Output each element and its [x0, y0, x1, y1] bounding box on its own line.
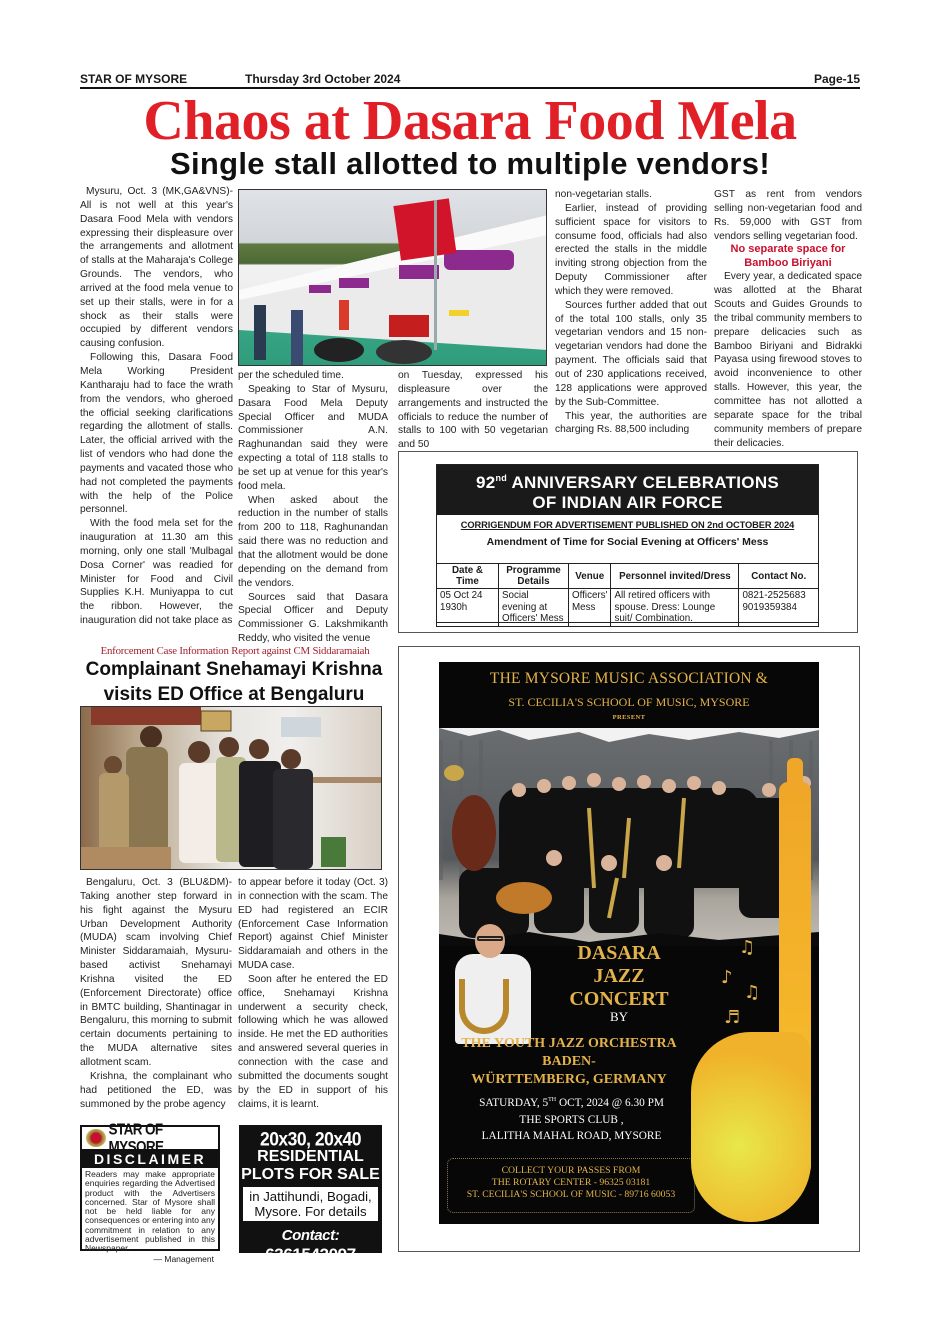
orchestra-line: WÜRTTEMBERG, GERMANY	[471, 1072, 667, 1087]
masthead	[80, 71, 860, 89]
article2-kicker: Enforcement Case Information Report against CM Siddaramaiah	[100, 645, 370, 657]
iaf-ad-title	[437, 465, 818, 515]
date-time-text: OCT, 2024 @ 6.30 PM	[556, 1097, 664, 1109]
paragraph: This year, the authorities are charging Rs. 88,500 including	[555, 410, 707, 436]
iaf-title-line1: ANNIVERSARY CELEBRATIONS	[507, 473, 780, 492]
disclaimer-header	[82, 1120, 218, 1156]
star-of-mysore-logo-icon	[86, 1129, 106, 1147]
iaf-title-ordinal: nd	[495, 473, 508, 483]
food-mela-photo	[238, 189, 547, 366]
plots-contact	[241, 1225, 380, 1265]
table-header: Date & Time	[437, 564, 499, 589]
jazz-poster	[439, 662, 819, 1224]
article2-headline: Complainant Snehamayi Krishna visits ED Office at Bengaluru	[85, 659, 383, 705]
paragraph: Mysuru, Oct. 3 (MK,GA&VNS)- All is not well at this year's Dasara Food Mela with vendors expressing their displeasure over the arrangements and allotment of stalls at the Maharaja's College Grounds. The vendors, who arrived at the food mela venue to set up their stalls, were in for a shock as their stalls were occupied by different vendors causing confusion.	[80, 186, 233, 350]
plots-location: in Jattihundi, Bogadi, Mysore. For details	[243, 1187, 378, 1221]
disclaimer-signature: — Management	[153, 1253, 214, 1264]
iaf-title-line2: OF INDIAN AIR FORCE	[532, 493, 723, 512]
plots-for-sale-ad	[239, 1125, 382, 1264]
iaf-corrigendum: CORRIGENDUM FOR ADVERTISEMENT PUBLISHED ON 2nd OCTOBER 2024	[460, 520, 795, 530]
concert-title-line: JAZZ	[593, 965, 645, 987]
passes-line: THE ROTARY CENTER - 96325 03181	[491, 1177, 651, 1188]
date-text: SATURDAY, 5	[479, 1097, 549, 1109]
section-subheading: No separate space for Bamboo Biriyani	[730, 243, 846, 269]
passes-info	[447, 1158, 695, 1213]
passes-line: ST. CECILIA'S SCHOOL OF MUSIC - 89716 60053	[466, 1189, 676, 1200]
article1-headline: Chaos at Dasara Food Mela	[143, 90, 797, 152]
paragraph: on Tuesday, expressed his displeasure over the arrangements and instructed the officials to reduce the number of stalls to 100 with 50 vegetarian and 50	[398, 370, 548, 451]
disclaimer-label: DISCLAIMER	[82, 1151, 218, 1168]
table-header: Programme Details	[499, 564, 569, 589]
article1-column-3	[398, 369, 548, 452]
plots-type: RESIDENTIAL	[257, 1148, 364, 1165]
paragraph: Following this, Dasara Food Mela Working President Kantharaju had to face the wrath from the vendors, who gheroed the official seeking clarifications regarding the allotment of stalls. Later, the official arrived with the list of vendors who had done the payments and vacated those who had not completed the payments with the help of the Police personnel.	[80, 352, 233, 516]
venue-line-1: THE SPORTS CLUB ,	[519, 1113, 624, 1126]
plots-sale: PLOTS FOR SALE	[241, 1166, 380, 1183]
by-label: BY	[609, 1009, 629, 1024]
plots-ad-title	[241, 1127, 380, 1184]
concert-schedule	[439, 1092, 704, 1145]
table-header: Contact No.	[739, 564, 819, 589]
page-number: Page-15	[813, 72, 860, 86]
disclaimer-text: Readers may make appropriate enquiries regarding the Advertised product with the Advertisers concerned. Star of Mysore shall not be held liable for any consequences or entering into any commitment in relation to any advertisement published in this Newspaper.	[85, 1169, 215, 1254]
date-ordinal: TH	[548, 1097, 557, 1103]
presenter-line-2: ST. CECILIA'S SCHOOL OF MUSIC, MYSORE	[508, 695, 750, 709]
table-row	[437, 589, 819, 627]
plots-contact-number[interactable]: 6361542097	[265, 1245, 356, 1264]
music-note-icon: ♫	[739, 937, 756, 958]
paragraph: non-vegetarian stalls.	[555, 189, 652, 200]
article1-subheadline: Single stall allotted to multiple vendors!	[170, 146, 770, 181]
table-cell: Social evening at Officers' Mess	[499, 589, 569, 627]
present-label: PRESENT	[612, 714, 646, 721]
disclaimer-brand: STAR OF MYSORE	[108, 1120, 164, 1156]
paragraph: per the scheduled time.	[238, 370, 344, 381]
table-cell: Officers' Mess	[569, 589, 611, 627]
passes-line: COLLECT YOUR PASSES FROM	[501, 1165, 641, 1176]
table-header: Venue	[569, 564, 611, 589]
food-mela-scene	[239, 190, 547, 366]
orchestra-line: BADEN-	[542, 1054, 596, 1069]
paragraph: GST as rent from vendors selling non-vegetarian food and Rs. 59,000 with GST from vendors selling vegetarian food.	[714, 189, 862, 242]
paragraph: When asked about the reduction in the number of stalls from 200 to 118, Raghunandan said there was no reduction and that the allotment would be done depending on the demand from the vendors.	[238, 494, 388, 589]
iaf-amendment: Amendment of Time for Social Evening at Officers' Mess	[486, 536, 769, 548]
presenter-line-1: THE MYSORE MUSIC ASSOCIATION &	[489, 670, 769, 687]
paragraph: Sources said that Dasara Special Officer and Deputy Commissioner G. Lakshmikanth Reddy, who visited the venue	[238, 591, 388, 645]
music-note-icon: ♬	[724, 1007, 741, 1028]
iaf-schedule-table	[436, 563, 819, 627]
disclaimer-box	[80, 1120, 220, 1264]
paragraph: With the food mela set for the inauguration at 11.30 am this morning, only one stall 'Mulbagal Dosa Corner' was readied for Minister for Food and Civil Supplies K.H. Muniyappa to cut the ribbon. However, the inauguration did not take place as	[80, 518, 233, 627]
paragraph: Soon after he entered the ED office, Snehamayi Krishna underwent a security check, following which he was allowed inside. He met the ED authorities and answered several queries in connection with the case and submitted the documents sought by the ED in support of his claims, it is learnt.	[238, 973, 388, 1110]
article2-column-1	[80, 876, 232, 1111]
paragraph: Speaking to Star of Mysuru, Dasara Food Mela Deputy Special Officer and MUDA Commissioner A.N. Raghunandan said they were expecting a total of 118 stalls to be set up at venue for this year's food mela.	[238, 383, 388, 492]
table-cell: 0821-2525683 9019359384	[739, 589, 819, 627]
venue-line-2: LALITHA MAHAL ROAD, MYSORE	[481, 1130, 662, 1142]
concert-date	[439, 1092, 704, 1112]
article2-column-2	[238, 876, 388, 1111]
saxophonist-photo	[449, 924, 537, 1044]
ed-office-scene	[81, 707, 382, 870]
table-header: Personnel invited/Dress	[611, 564, 739, 589]
plots-sizes: 20x30, 20x40	[259, 1128, 362, 1150]
iaf-title-number: 92	[475, 473, 496, 492]
music-note-icon: ♫	[744, 982, 761, 1003]
article1-column-2	[238, 369, 388, 646]
orchestra-line: THE YOUTH JAZZ ORCHESTRA	[461, 1036, 677, 1051]
iaf-advertisement	[398, 451, 858, 633]
table-cell: 05 Oct 24 1930h	[437, 589, 499, 627]
iaf-ad-frame	[436, 464, 819, 623]
paragraph: Earlier, instead of providing sufficient space for visitors to consume food, officials had also erected the stalls in the middle inviting strong objection from the Deputy Commissioner after which they were removed.	[555, 202, 707, 297]
paragraph: Every year, a dedicated space was allotted at the Bharat Scouts and Guides Grounds to the tribal community members to prepare delicacies such as Bamboo Biriyani and Bidrakki Payasa using firewood stoves to avoid inconvenience to other stalls. However, this year, the committee has not allotted a separate space for the tribal community members of prepare their delicacies.	[714, 271, 862, 449]
music-note-icon: ♪	[721, 967, 733, 988]
paragraph: Krishna, the complainant who had petitioned the ED, was summoned by the probe agency	[80, 1070, 232, 1110]
plots-contact-label: Contact:	[281, 1227, 340, 1244]
paragraph: Sources further added that out of the total 100 stalls, only 35 vegetarian vendors and 15 non-vegetarian vendors had done the payment. The officials said that out of 230 applications received, 128 applications were approved by the Sub-Committee.	[555, 299, 707, 408]
orchestra-scene	[439, 728, 819, 946]
table-cell: All retired officers with spouse. Dress: Lounge suit/ Combination.	[611, 589, 739, 627]
jazz-concert-advertisement	[398, 646, 860, 1252]
concert-title-line: DASARA	[577, 942, 661, 964]
orchestra-group-photo	[439, 728, 819, 946]
article1-column-5	[714, 188, 862, 450]
table-header-row	[437, 564, 819, 589]
issue-date: Thursday 3rd October 2024	[245, 72, 401, 86]
ed-office-photo	[80, 706, 382, 870]
saxophone-icon	[691, 1032, 811, 1222]
concert-title-line: CONCERT	[569, 988, 669, 1010]
paper-name: STAR OF MYSORE	[80, 72, 188, 86]
concert-title	[539, 942, 699, 1011]
article1-column-1	[80, 185, 233, 628]
paragraph: to appear before it today (Oct. 3) in connection with the scam. The ED had registered an ECIR (Enforcement Case Information Report) against Chief Minister Siddaramaiah and others in the MUDA case.	[238, 877, 388, 972]
paragraph: Bengaluru, Oct. 3 (BLU&DM)- Taking another step forward in his fight against the Mysuru Urban Development Authority (MUDA) scam involving Chief Minister Siddaramaiah, Mysuru-based activist Snehamayi Krishna visited the ED (Enforcement Directorate) office in BMTC building, Shantinagar in Bengaluru, this morning to submit certain documents pertaining to the MUDA alternative sites allotment scam.	[80, 877, 232, 1068]
article1-column-4	[555, 188, 707, 437]
orchestra-name	[439, 1035, 699, 1089]
